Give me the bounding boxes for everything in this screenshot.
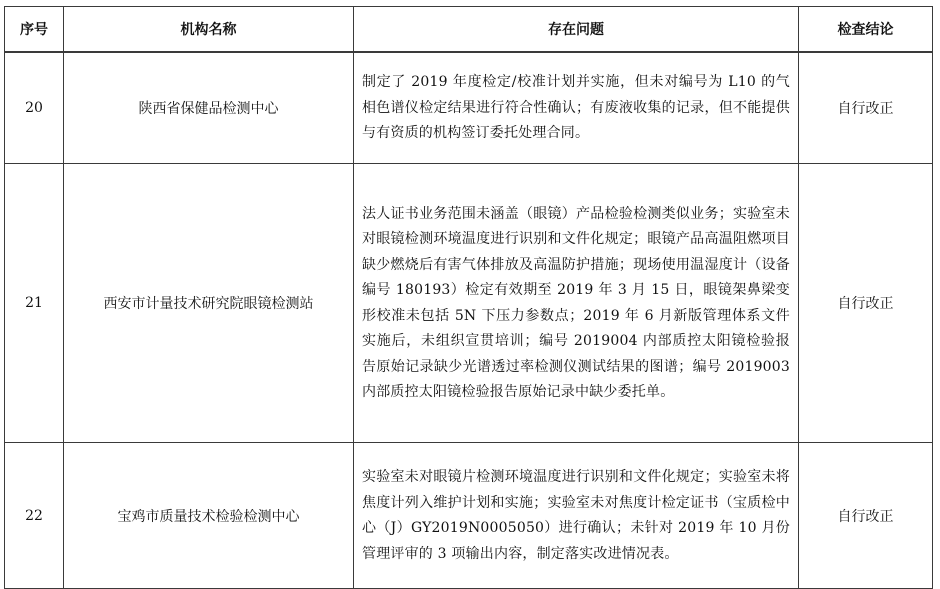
row-number: 21 [5,164,64,443]
institution-name: 陕西省保健品检测中心 [64,52,354,164]
header-issue: 存在问题 [354,7,799,53]
institution-name: 西安市计量技术研究院眼镜检测站 [64,164,354,443]
table-row [5,52,933,164]
issues-text: 法人证书业务范围未涵盖（眼镜）产品检验检测类似业务；实验室未对眼镜检测环境温度进行识别和文件化规定；眼镜产品高温阻燃项目缺少燃烧后有害气体排放及高温防护措施；现场使用温湿度计（设备编号 180193）检定有效期至 2019 年 3 月 15 日，眼镜架鼻梁变形校准未包括 5N 下压力参数点；2019 年 6 月新版管理体系文件实施后，未组织宣贯培训；编号 2019004 内部质控太阳镜检验报告原始记录缺少光谱透过率检测仪测试结果的图谱；编号 2019003 内部质控太阳镜检验报告原始记录中缺少委托单。 [354,164,799,443]
header-name: 机构名称 [64,7,354,53]
inspection-conclusion: 自行改正 [799,52,933,164]
row-number: 20 [5,52,64,164]
institution-name: 宝鸡市质量技术检验检测中心 [64,443,354,589]
inspection-conclusion: 自行改正 [799,164,933,443]
issues-text: 制定了 2019 年度检定/校准计划并实施，但未对编号为 L10 的气相色谱仪检定结果进行符合性确认；有废液收集的记录，但不能提供与有资质的机构签订委托处理合同。 [354,52,799,164]
header-num: 序号 [5,7,64,53]
issues-text: 实验室未对眼镜片检测环境温度进行识别和文件化规定；实验室未将焦度计列入维护计划和实施；实验室未对焦度计检定证书（宝质检中心（J）GY2019N0005050）进行确认；未针对 2019 年 10 月份管理评审的 3 项输出内容，制定落实改进情况表。 [354,443,799,589]
inspection-conclusion: 自行改正 [799,443,933,589]
table-row [5,164,933,443]
row-number: 22 [5,443,64,589]
inspection-results-table [4,6,933,589]
header-result: 检查结论 [799,7,933,53]
table-header-row [5,7,933,53]
table-row [5,443,933,589]
